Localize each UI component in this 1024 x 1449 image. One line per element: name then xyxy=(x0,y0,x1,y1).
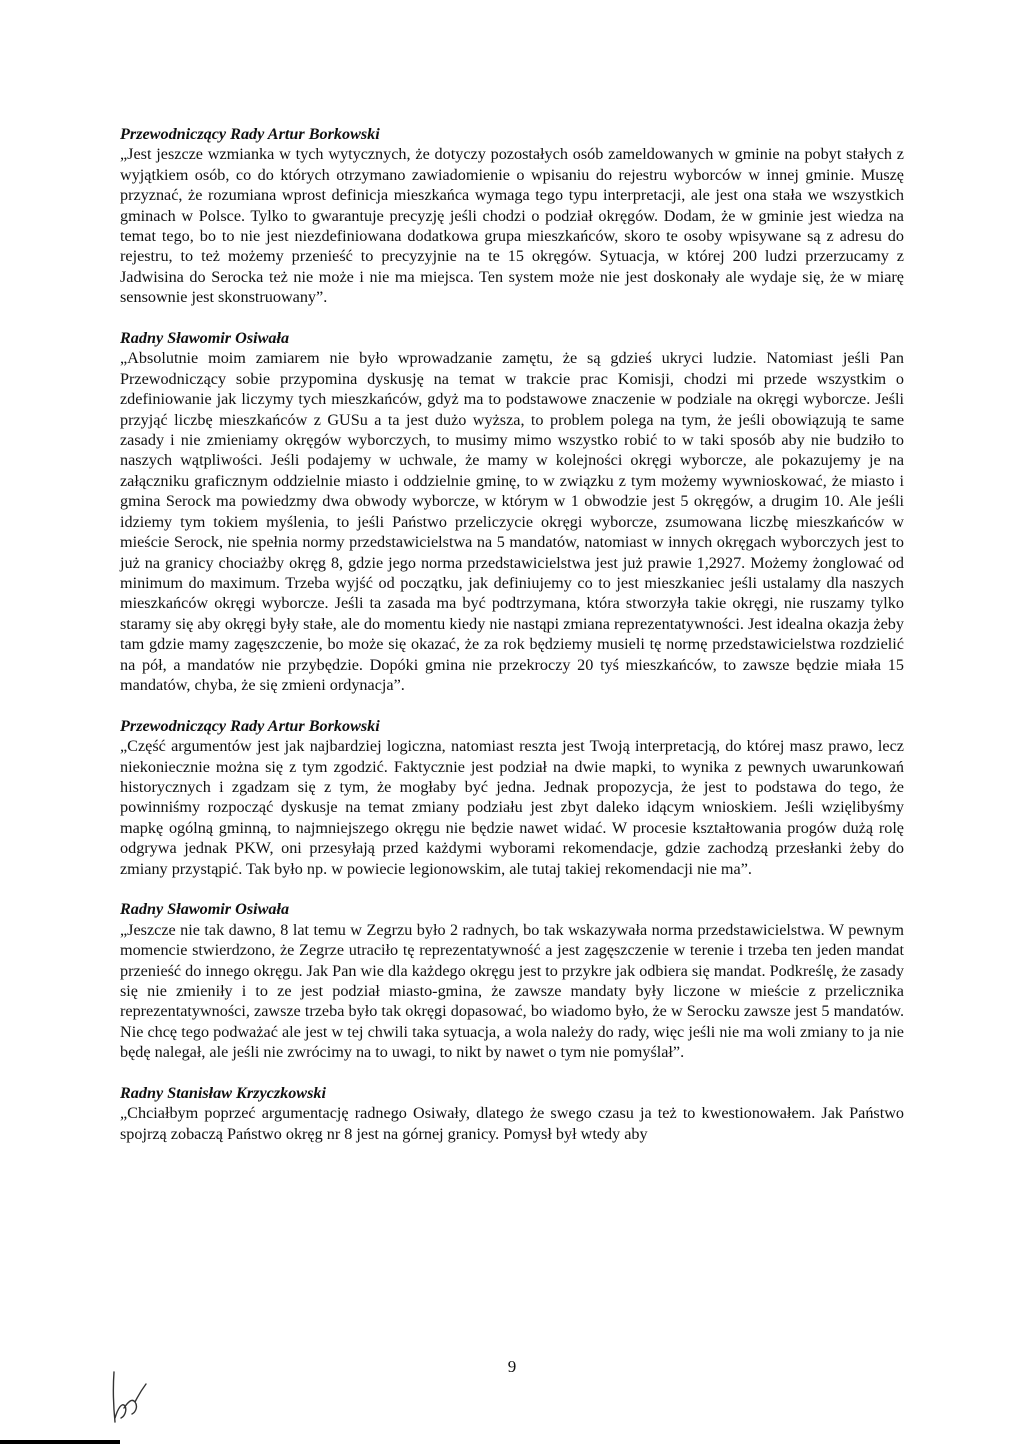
speech-text: „Część argumentów jest jak najbardziej logiczna, natomiast reszta jest Twoją interpretacją, do której masz prawo, lecz niekoniecznie można się z tym zgodzić. Faktycznie jest podział na dwie mapki, to wynika z pewnych uwarunkowań historycznych i zgadzam się z tym, że mogłaby być jedna. Jednak propozycja, że jest to podstawa do tego, że powinniśmy rozpocząć dyskusje na temat zmiany podziału jest zbyt daleko idącym wnioskiem. Jeśli wzięlibyśmy mapkę ogólną gminną, to najmniejszego okręgu nie będzie nawet widać. W procesie kształtowania progów dużą rolę odgrywa jednak PKW, oni przesyłają przed każdymi wyborami rekomendacje, gdzie zachodzą przesłanki żeby do zmiany przystąpić. Tak było np. w powiecie legionowskim, ale tutaj takiej rekomendacji nie ma”. xyxy=(120,737,904,878)
speech-section xyxy=(120,899,904,1062)
speaker-name: Radny Stanisław Krzyczkowski xyxy=(120,1084,326,1103)
speaker-name: Radny Sławomir Osiwała xyxy=(120,329,290,348)
speaker-name: Przewodniczący Rady Artur Borkowski xyxy=(120,125,380,143)
speech-section xyxy=(120,716,904,879)
footer-rule xyxy=(0,1440,120,1444)
speech-section xyxy=(120,124,904,308)
page-number: 9 xyxy=(507,1357,517,1376)
speaker-name: Radny Sławomir Osiwała xyxy=(120,900,290,919)
handwritten-initials xyxy=(108,1368,156,1426)
speech-section xyxy=(120,328,904,695)
page-content xyxy=(120,124,904,1165)
speech-text: „Absolutnie moim zamiarem nie było wprowadzanie zamętu, że są gdzieś ukryci ludzie. Natomiast jeśli Pan Przewodniczący sobie przypomina dyskusję na temat w trakcie prac Komisji, chodzi mi przede wszystkim o zdefiniowanie jak liczymy tych mieszkańców, gdyż ma to podstawowe znaczenie w podziale na okręgi wyborcze. Jeśli przyjąć liczbę mieszkańców z GUSu a ta jest dużo wyższa, to problem polega na tym, że jeśli obowiązują te same zasady i nie zmieniamy okręgów wyborczych, to musimy mimo wszystko robić to w taki sposób aby nie budziło to naszych wątpliwości. Jeśli podajemy w uchwale, że mamy w kolejności okręgi wyborcze, ale pokazujemy je na załączniku graficznym oddzielnie miasto i oddzielnie gminę, to w związku z tym możemy wywnioskować, że miasto i gmina Serock ma powiedzmy dwa obwody wyborcze, w którym w 1 obwodzie jest 5 okręgów, a drugim 10. Ale jeśli idziemy tym tokiem myślenia, to jeśli Państwo przeliczycie okręgi wyborcze, zsumowana liczbę mieszkańców w mieście Serock, nie spełnia normy przedstawicielstwa na 5 mandatów, natomiast w innych okręgach wyborczych jest to już na granicy chociażby okręg 8, gdzie jego norma przedstawicielstwa jest już prawie 1,2927. Możemy żonglować od minimum do maximum. Trzeba wyjść od początku, jak definiujemy co to jest mieszkaniec jeśli ustalamy dla naszych mieszkańców okręgi wyborcze. Jeśli ta zasada ma być podtrzymana, która stworzyła takie okręgi, nie ruszamy tylko staramy się aby okręgi były stałe, ale do momentu kiedy nie nastąpi zmiana reprezentatywności. Jest idealna okazja żeby tam gdzie mamy zagęszczenie, bo może się okazać, że za rok będziemy musieli tę normę przedstawicielstwa rozdzielić na pół, a mandatów nie przybędzie. Dopóki gmina nie przekroczy 20 tyś mieszkańców, to zawsze będzie miała 15 mandatów, chyba, że się zmieni ordynacja”. xyxy=(120,349,904,694)
speech-text: „Chciałbym poprzeć argumentację radnego Osiwały, dlatego że swego czasu ja też to kwestionowałem. Jak Państwo spojrzą zobaczą Państwo okręg nr 8 jest na górnej granicy. Pomysł był wtedy aby xyxy=(120,1104,904,1143)
speech-section xyxy=(120,1083,904,1144)
speech-text: „Jeszcze nie tak dawno, 8 lat temu w Zegrzu było 2 radnych, bo tak wskazywała norma przedstawicielstwa. W pewnym momencie stwierdzono, że Zegrze utraciło tę reprezentatywność a jest zagęszczenie w terenie i trzeba ten jeden mandat przenieść do innego okręgu. Jak Pan wie dla każdego okręgu jest to przykre jak odbiera się mandat. Podkreślę, że zasady się nie zmieniły i to ze jest podział miasto-gmina, że zawsze mandaty były liczone w mieście z przelicznika reprezentatywności, zawsze trzeba było tak okręgi dopasować, bo wiadomo było, że w Serocku zawsze jest 5 mandatów. Nie chcę tego podważać ale jest w tej chwili taka sytuacja, a wola należy do rady, więc jeśli nie ma woli zmiany to ja nie będę nalegał, ale jeśli nie zwrócimy na to uwagi, to nikt by nawet o tym nie pomyślał”. xyxy=(120,920,904,1062)
speech-text: „Jest jeszcze wzmianka w tych wytycznych, że dotyczy pozostałych osób zameldowanych w gminie na pobyt stałych z wyjątkiem osób, co do których otrzymano zawiadomienie o wpisaniu do rejestru wyborców w innej gminie. Muszę przyznać, że rozumiana wprost definicja mieszkańca wymaga tego typu interpretacji, ale jest ona stała we wszystkich gminach w Polsce. Tylko to gwarantuje precyzję jeśli chodzi o podział okręgów. Dodam, że w gminie jest wiedza na temat tego, bo to nie jest niezdefiniowana dodatkowa grupa mieszkańców, skoro te osoby wpisywane są z adresu do rejestru, to też możemy przenieść to precyzyjnie na te 15 okręgów. Sytuacja, w której 200 ludzi przerzucamy z Jadwisina do Serocka też nie może i nie ma miejsca. Ten system może nie jest doskonały ale wydaje się, że w miarę sensownie jest skonstruowany”. xyxy=(120,145,904,307)
speaker-name: Przewodniczący Rady Artur Borkowski xyxy=(120,716,380,735)
